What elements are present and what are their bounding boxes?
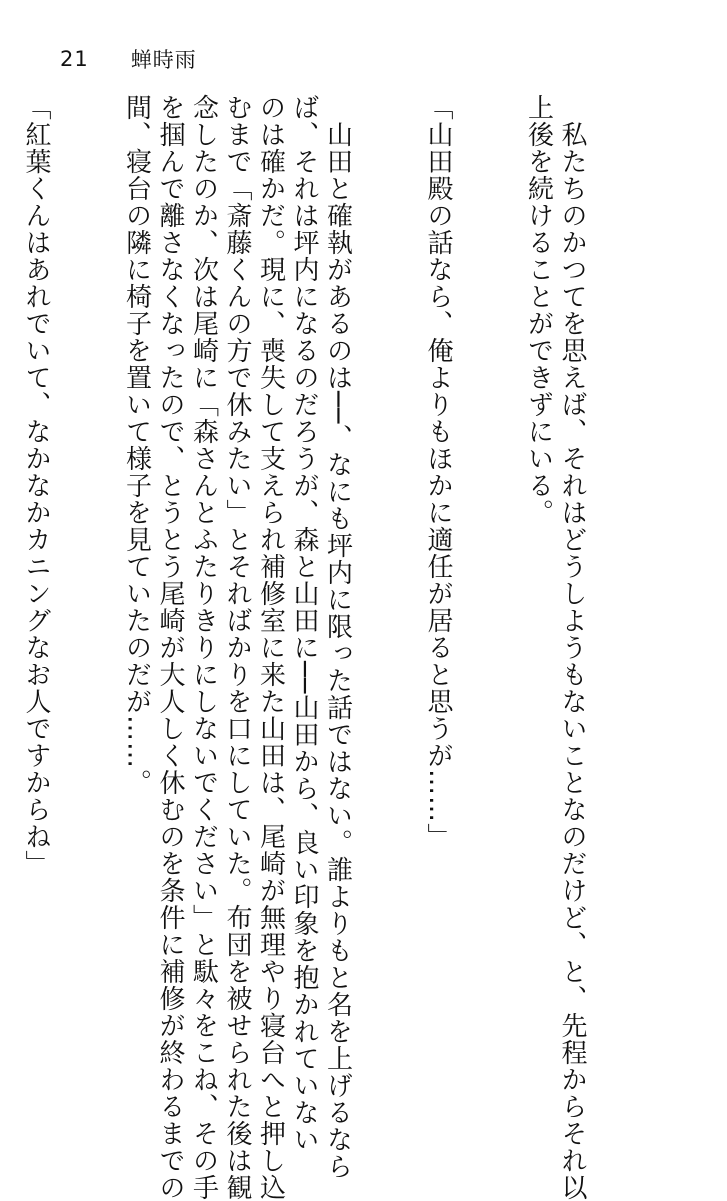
page-number: 21 [60, 47, 89, 71]
page-header [60, 44, 197, 74]
chapter-title: 蝉時雨 [130, 48, 197, 72]
body-text [21, 94, 655, 1201]
paragraph: 山田と確執があるのは──、なにも坪内に限った話ではない。誰よりもと名を上げるなら ば、それは坪内になるのだろうが、森と山田に──山田から、良い印象を抱かれていない のは確かだ。現に、喪失して支えられ補修室に来た山田は、尾崎が無理やり寝台へと押し込 むまで「斎藤くんの方で休みたい」とそればかりを口にしていた。布団を被せられた後は観 念したのか、次は尾崎に「森さんとふたりきりにしないでください」と駄々をこね、その手 を掴んで離さなくなったので、とうとう尾崎が大人しく休むのを条件に補修が終わるまでの 間、寝台の隣に椅子を置いて様子を見ていたのだが……。 [121, 94, 353, 1201]
paragraph: 「紅葉くんはあれでいて、なかなかカニングなお人ですからね」 [21, 94, 51, 877]
paragraph: 私たちのかつてを思えば、それはどうしようもないことなのだけど、と、先程からそれ以 上後を続けることができずにいる。 [523, 94, 587, 1201]
paragraph: 「山田殿の話なら、俺よりもほかに適任が居ると思うが……」 [423, 94, 453, 850]
